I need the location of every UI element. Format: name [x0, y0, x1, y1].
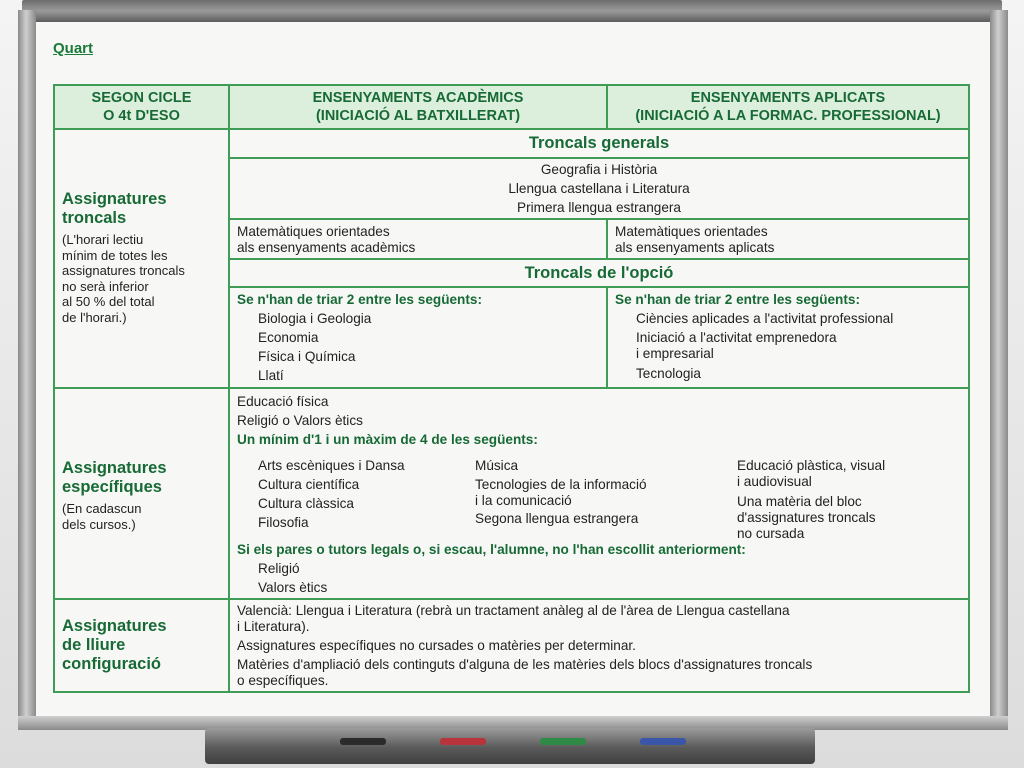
especifiques-title-line1: Assignatures: [62, 459, 167, 477]
list-item: Una matèria del bloc: [737, 494, 862, 509]
header-cycle-line2: O 4t D'ESO: [103, 108, 180, 124]
mat-academics: [230, 220, 608, 260]
lliure-line: Matèries d'ampliació dels continguts d'alguna de les matèries dels blocs d'assignatures troncals: [237, 657, 813, 672]
lliure-content: [230, 600, 968, 691]
list-item: i la comunicació: [475, 493, 572, 508]
especifiques-tutors-intro: Si els pares o tutors legals o, si escau, l'alumne, no l'han escollit anteriorment:: [237, 542, 746, 557]
header-aplicats: [608, 86, 968, 130]
especifiques-note-line: dels cursos.): [62, 516, 136, 532]
troncals-note-line: de l'horari.): [62, 309, 127, 325]
list-item: Tecnologia: [636, 366, 701, 381]
curriculum-table: [53, 84, 970, 693]
lliure-line: Valencià: Llengua i Literatura (rebrà un tractament anàleg al de l'àrea de Llengua castellana: [237, 603, 790, 618]
list-item: Segona llengua estrangera: [475, 511, 639, 526]
header-aplicats-line2: (INICIACIÓ A LA FORMAC. PROFESSIONAL): [635, 108, 941, 124]
header-academics-line1: ENSENYAMENTS ACADÈMICS: [312, 90, 524, 106]
list-item: Cultura científica: [258, 477, 360, 492]
list-item: Llengua castellana i Literatura: [508, 181, 690, 196]
list-item: Religió: [258, 561, 300, 576]
troncals-generals-title: Troncals generals: [230, 130, 968, 159]
list-item: Economia: [258, 330, 319, 345]
mat-aplicats: [608, 220, 968, 260]
header-cycle-line1: SEGON CICLE: [91, 90, 192, 106]
troncals-opcio-title: Troncals de l'opció: [230, 260, 968, 288]
mat-academics-line: Matemàtiques orientades: [237, 224, 390, 239]
whiteboard-left-rail: [18, 10, 36, 720]
list-item: Música: [475, 458, 519, 473]
list-item: Iniciació a l'activitat emprenedora: [636, 330, 837, 345]
black-pen-icon[interactable]: [340, 738, 386, 745]
whiteboard-right-rail: [990, 10, 1008, 720]
row-label-lliure: [55, 600, 230, 691]
header-academics-line2: (INICIACIÓ AL BATXILLERAT): [315, 108, 521, 124]
list-item: Arts escèniques i Dansa: [258, 458, 405, 473]
list-item: Valors ètics: [258, 580, 328, 595]
especifiques-content: [230, 389, 968, 600]
mat-aplicats-line: als ensenyaments aplicats: [615, 240, 775, 255]
list-item: Tecnologies de la informació: [475, 477, 647, 492]
especifiques-col-a: [258, 456, 405, 532]
troncals-note-line: al 50 % del total: [62, 294, 155, 309]
opcio-academics: [230, 288, 608, 389]
list-item: i audiovisual: [737, 474, 812, 489]
whiteboard-top-rail: [22, 0, 1002, 22]
list-item: Geografia i Història: [540, 162, 658, 177]
lliure-title-line: configuració: [62, 655, 162, 673]
row-label-troncals: [55, 130, 230, 389]
troncals-note-line: mínim de totes les: [62, 247, 168, 263]
especifiques-tutors: [237, 540, 746, 597]
list-item: Religió o Valors ètics: [237, 413, 363, 428]
list-item: Física i Química: [258, 349, 356, 364]
especifiques-title: [62, 459, 228, 497]
troncals-generals-list: [230, 159, 968, 220]
list-item: Educació física: [237, 394, 329, 409]
list-item: Primera llengua estrangera: [517, 200, 681, 215]
troncals-title-line1: Assignatures: [62, 190, 167, 208]
especifiques-range-intro: Un mínim d'1 i un màxim de 4 de les següents:: [237, 432, 538, 447]
opcio-aplicats-intro: Se n'han de triar 2 entre les següents:: [615, 292, 860, 307]
troncals-note: [62, 232, 228, 325]
pen-tray: [205, 728, 815, 764]
troncals-note-line: assignatures troncals: [62, 263, 185, 278]
list-item: Ciències aplicades a l'activitat professional: [636, 311, 894, 326]
troncals-note-line: (L'horari lectiu: [62, 232, 144, 247]
blue-pen-icon[interactable]: [640, 738, 686, 745]
list-item: no cursada: [737, 526, 805, 541]
especifiques-col-b: [475, 456, 647, 528]
mat-aplicats-line: Matemàtiques orientades: [615, 224, 768, 239]
red-pen-icon[interactable]: [440, 738, 486, 745]
list-item: Cultura clàssica: [258, 496, 354, 511]
especifiques-fixed: [237, 392, 538, 449]
lliure-title-line: Assignatures: [62, 617, 167, 635]
list-item: i empresarial: [636, 346, 714, 361]
troncals-note-line: no serà inferior: [62, 278, 149, 294]
header-cycle: [55, 86, 230, 130]
lliure-line: i Literatura).: [237, 619, 310, 634]
document-title: Quart: [53, 40, 94, 57]
especifiques-note-line: (En cadascun: [62, 501, 142, 516]
row-label-especifiques: [55, 389, 230, 600]
lliure-title-line: de lliure: [62, 636, 126, 654]
list-item: d'assignatures troncals: [737, 510, 876, 525]
troncals-title-line2: troncals: [62, 209, 127, 227]
especifiques-note: [62, 501, 228, 532]
troncals-title: [62, 190, 228, 228]
lliure-line: Assignatures específiques no cursades o matèries per determinar.: [237, 638, 636, 653]
lliure-title: [62, 617, 228, 674]
especifiques-title-line2: específiques: [62, 478, 162, 496]
opcio-aplicats: [608, 288, 968, 389]
green-pen-icon[interactable]: [540, 738, 586, 745]
list-item: Filosofia: [258, 515, 309, 530]
list-item: Educació plàstica, visual: [737, 458, 886, 473]
list-item: Biologia i Geologia: [258, 311, 372, 326]
lliure-line: o específiques.: [237, 673, 329, 688]
list-item: Llatí: [258, 368, 284, 383]
header-academics: [230, 86, 608, 130]
especifiques-col-c: [737, 458, 885, 542]
header-aplicats-line1: ENSENYAMENTS APLICATS: [690, 90, 886, 106]
opcio-academics-intro: Se n'han de triar 2 entre les següents:: [237, 292, 482, 307]
mat-academics-line: als ensenyaments acadèmics: [237, 240, 416, 255]
